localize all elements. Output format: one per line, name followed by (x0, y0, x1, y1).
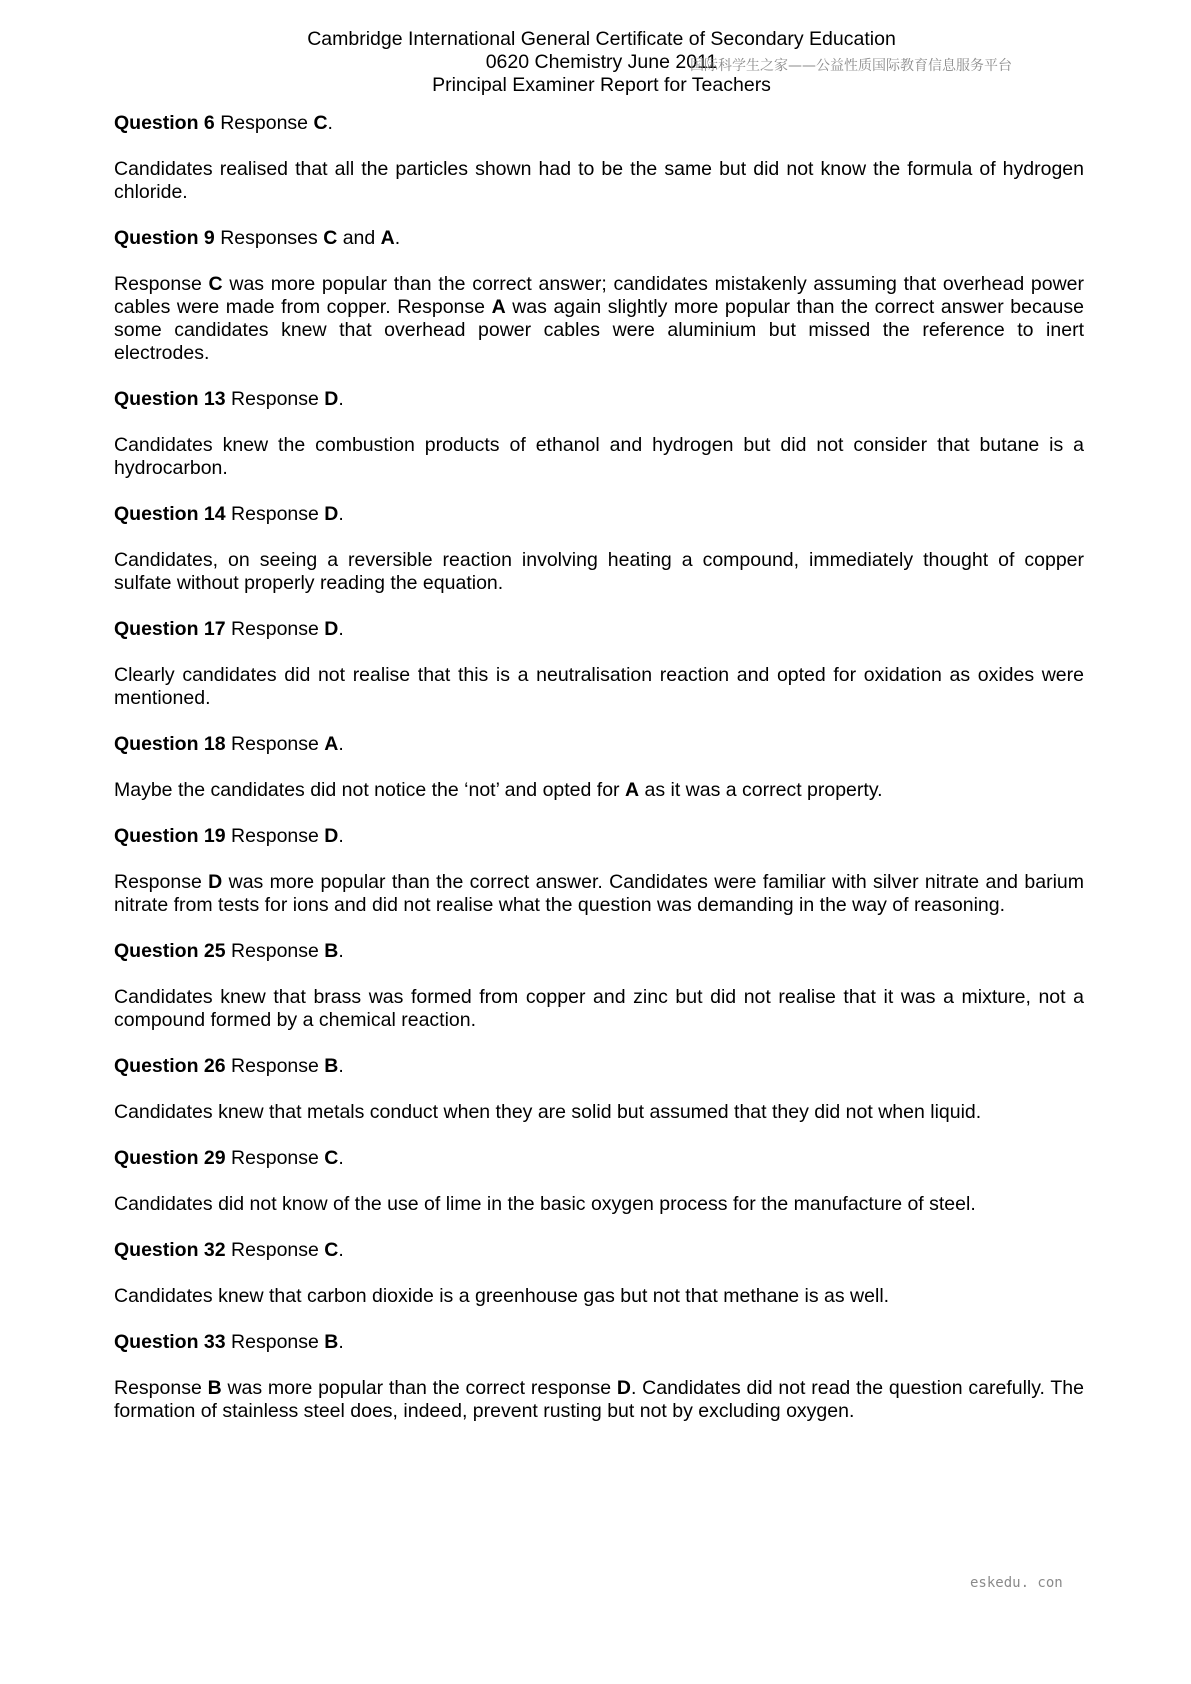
watermark-bottom: eskedu. con (970, 1575, 1063, 1591)
question-commentary: Response C was more popular than the correct answer; candidates mistakenly assuming that overhead power cables were made from copper. Response A was again slightly more popular than the correct answer because some candidates knew that overhead power cables were aluminium but missed the reference to inert electrodes. (114, 273, 1085, 364)
question-commentary: Maybe the candidates did not notice the ‘not’ and opted for A as it was a correct property. (114, 779, 883, 801)
question-heading: Question 18 Response A. (114, 733, 344, 755)
question-heading: Question 6 Response C. (114, 112, 333, 134)
question-heading: Question 32 Response C. (114, 1239, 344, 1261)
question-commentary: Candidates knew that metals conduct when they are solid but assumed that they did not when liquid. (114, 1101, 982, 1123)
question-commentary: Response D was more popular than the correct answer. Candidates were familiar with silver nitrate and barium nitrate from tests for ions and did not realise what the question was demanding in the way of reasoning. (114, 871, 1084, 916)
question-commentary: Candidates knew that carbon dioxide is a greenhouse gas but not that methane is as well. (114, 1285, 890, 1307)
question-heading: Question 17 Response D. (114, 618, 344, 640)
question-heading: Question 29 Response C. (114, 1147, 344, 1169)
question-heading: Question 13 Response D. (114, 388, 344, 410)
header-subject: 0620 Chemistry June 2011 (485, 51, 718, 73)
question-commentary: Candidates knew that brass was formed from copper and zinc but did not realise that it was a mixture, not a compound formed by a chemical reaction. (114, 986, 1084, 1031)
question-heading: Question 25 Response B. (114, 940, 344, 962)
question-heading: Question 9 Responses C and A. (114, 227, 401, 249)
question-heading: Question 19 Response D. (114, 825, 344, 847)
question-commentary: Candidates knew the combustion products of ethanol and hydrogen but did not consider that butane is a hydrocarbon. (114, 434, 1084, 479)
question-heading: Question 26 Response B. (114, 1055, 344, 1077)
question-commentary: Candidates did not know of the use of lime in the basic oxygen process for the manufacture of steel. (114, 1193, 976, 1215)
question-heading: Question 14 Response D. (114, 503, 344, 525)
question-commentary: Response B was more popular than the correct response D. Candidates did not read the question carefully. The formation of stainless steel does, indeed, prevent rusting but not by excluding oxygen. (114, 1377, 1084, 1422)
report-content (114, 112, 1084, 1446)
header-report-type: Principal Examiner Report for Teachers (432, 74, 771, 96)
watermark-top: 国际科学生之家——公益性质国际教育信息服务平台 (690, 58, 1012, 74)
question-heading: Question 33 Response B. (114, 1331, 344, 1353)
question-commentary: Candidates realised that all the particles shown had to be the same but did not know the formula of hydrogen chloride. (114, 158, 1084, 203)
question-commentary: Candidates, on seeing a reversible reaction involving heating a compound, immediately thought of copper sulfate without properly reading the equation. (114, 549, 1084, 594)
page-header (0, 28, 1191, 97)
header-title: Cambridge International General Certificate of Secondary Education (307, 28, 896, 50)
question-commentary: Clearly candidates did not realise that this is a neutralisation reaction and opted for oxidation as oxides were mentioned. (114, 664, 1084, 709)
